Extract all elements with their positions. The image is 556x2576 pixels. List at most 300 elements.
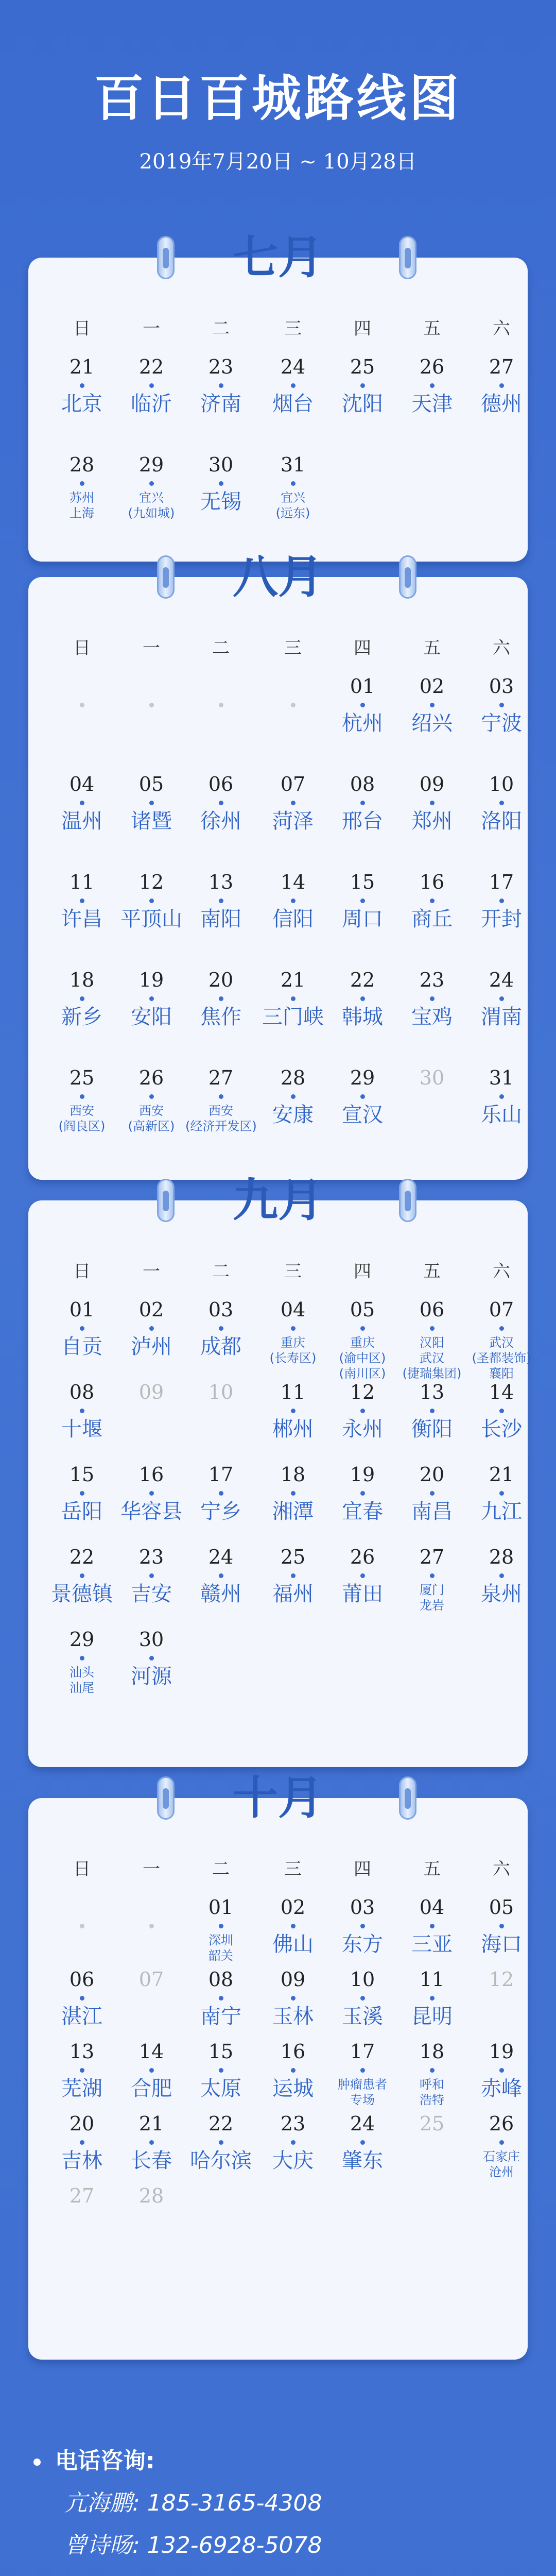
weekday-label: 一 bbox=[143, 1859, 160, 1879]
city-name: 菏泽 bbox=[272, 809, 314, 833]
dot-icon bbox=[149, 899, 154, 903]
calendar-day bbox=[396, 355, 467, 416]
city-name: 合肥 bbox=[131, 2077, 172, 2100]
day-number: 16 bbox=[280, 2040, 306, 2063]
day-number: 18 bbox=[280, 1463, 306, 1486]
calendar-day bbox=[257, 871, 328, 931]
city-name: 诸暨 bbox=[131, 809, 172, 833]
day-number: 20 bbox=[208, 969, 234, 991]
dot-icon bbox=[291, 703, 296, 707]
phone-1: 亢海鹏: 185-3165-4308 bbox=[64, 2490, 322, 2516]
dot-icon bbox=[360, 383, 365, 388]
calendar-day bbox=[116, 1896, 187, 1933]
day-number: 16 bbox=[419, 871, 445, 893]
day-number: 28 bbox=[138, 2184, 164, 2207]
calendar-day bbox=[396, 1066, 467, 1089]
weekday-label: 二 bbox=[212, 638, 230, 658]
calendar-day bbox=[185, 1463, 256, 1523]
dot-icon bbox=[430, 2068, 435, 2073]
dot-icon bbox=[499, 996, 504, 1001]
city-name: 汉阳 武汉 (捷瑞集团) bbox=[402, 1335, 462, 1381]
city-name: 昆明 bbox=[411, 2005, 453, 2028]
day-number: 15 bbox=[69, 1463, 95, 1486]
day-number: 04 bbox=[69, 773, 95, 795]
day-number: 07 bbox=[138, 1968, 164, 1991]
dot-icon bbox=[360, 1491, 365, 1496]
calendar-day bbox=[396, 675, 467, 735]
day-number: 25 bbox=[69, 1066, 95, 1089]
calendar-day bbox=[46, 773, 117, 833]
city-name: 佛山 bbox=[272, 1933, 314, 1956]
city-name: 信阳 bbox=[272, 907, 314, 931]
city-name: 石家庄 沧州 bbox=[483, 2149, 520, 2179]
city-name: 太原 bbox=[200, 2077, 241, 2100]
calendar-day bbox=[396, 871, 467, 931]
dot-icon bbox=[499, 383, 504, 388]
date-range: 2019年7月20日 ~ 10月28日 bbox=[139, 150, 417, 174]
calendar-day bbox=[185, 1968, 256, 2028]
day-number: 17 bbox=[208, 1463, 234, 1486]
city-name: 洛阳 bbox=[481, 809, 522, 833]
calendar-day bbox=[116, 1628, 187, 1688]
dot-icon bbox=[499, 801, 504, 805]
dot-icon bbox=[219, 1326, 223, 1331]
dot-icon bbox=[499, 2140, 504, 2145]
calendar-day bbox=[396, 2112, 467, 2135]
city-name: 哈尔滨 bbox=[190, 2149, 252, 2173]
day-number: 04 bbox=[280, 1298, 306, 1321]
city-name: 运城 bbox=[272, 2077, 314, 2100]
day-number: 22 bbox=[208, 2112, 234, 2135]
calendar-day bbox=[116, 1546, 187, 1606]
day-number: 23 bbox=[419, 969, 445, 991]
city-name: 邢台 bbox=[342, 809, 383, 833]
city-name: 湘潭 bbox=[272, 1500, 314, 1523]
weekday-label: 一 bbox=[143, 1261, 160, 1282]
day-number: 26 bbox=[489, 2112, 514, 2135]
calendar-day bbox=[46, 2040, 117, 2100]
day-number: 25 bbox=[419, 2112, 445, 2135]
month-card bbox=[28, 1771, 528, 2360]
day-number: 23 bbox=[280, 2112, 306, 2135]
day-number: 17 bbox=[350, 2040, 375, 2063]
dot-icon bbox=[291, 801, 296, 805]
dot-icon bbox=[360, 1573, 365, 1578]
calendar-day bbox=[396, 2040, 467, 2108]
dot-icon bbox=[80, 1094, 84, 1099]
city-name: 许昌 bbox=[61, 907, 102, 931]
day-number: 01 bbox=[350, 675, 375, 698]
calendar-day bbox=[466, 2040, 537, 2100]
calendar-day bbox=[327, 871, 398, 931]
dot-icon bbox=[149, 481, 154, 486]
calendar-day bbox=[116, 2184, 187, 2207]
city-name: 湛江 bbox=[61, 2005, 102, 2028]
dot-icon bbox=[80, 1996, 84, 2001]
weekday-label: 三 bbox=[284, 638, 302, 658]
calendar-day bbox=[46, 453, 117, 521]
city-name: 肇东 bbox=[342, 2149, 383, 2173]
calendar-day bbox=[116, 1968, 187, 1991]
weekday-label: 四 bbox=[354, 638, 371, 658]
day-number: 18 bbox=[419, 2040, 445, 2063]
day-number: 26 bbox=[419, 355, 445, 378]
calendar-day bbox=[396, 1968, 467, 2028]
city-name: 宜春 bbox=[342, 1500, 383, 1523]
dot-icon bbox=[80, 801, 84, 805]
calendar-day bbox=[257, 1896, 328, 1956]
contact-section bbox=[33, 2442, 371, 2576]
day-number: 20 bbox=[69, 2112, 95, 2135]
calendar-day bbox=[396, 773, 467, 833]
calendar-day bbox=[185, 675, 256, 711]
month-title: 九月 bbox=[232, 1173, 323, 1227]
dot-icon bbox=[430, 1326, 435, 1331]
calendar-day bbox=[257, 1298, 328, 1366]
calendar-day bbox=[257, 1546, 328, 1606]
day-number: 19 bbox=[138, 969, 164, 991]
city-name: 三亚 bbox=[411, 1933, 453, 1956]
dot-icon bbox=[360, 899, 365, 903]
day-number: 10 bbox=[208, 1381, 234, 1403]
day-number: 24 bbox=[208, 1546, 234, 1568]
dot-icon bbox=[430, 1924, 435, 1928]
calendar-day bbox=[257, 969, 328, 1029]
dot-icon bbox=[291, 481, 296, 486]
calendar-day bbox=[46, 1628, 117, 1696]
calendar-day bbox=[327, 1381, 398, 1441]
day-number: 22 bbox=[138, 355, 164, 378]
dot-icon bbox=[80, 2068, 84, 2073]
calendar-day bbox=[466, 355, 537, 416]
calendar-day bbox=[116, 675, 187, 711]
city-name: 赣州 bbox=[200, 1582, 241, 1606]
calendar-day bbox=[327, 355, 398, 416]
month-card bbox=[28, 1173, 531, 1767]
city-name: 呼和 浩特 bbox=[420, 2077, 444, 2107]
city-name: 西安 (经济开发区) bbox=[185, 1104, 257, 1133]
dot-icon bbox=[149, 1924, 154, 1928]
dot-icon bbox=[291, 899, 296, 903]
day-number: 12 bbox=[138, 871, 164, 893]
day-number: 16 bbox=[138, 1463, 164, 1486]
city-name: 十堰 bbox=[61, 1417, 102, 1441]
calendar-day bbox=[185, 1381, 256, 1403]
calendar-day bbox=[46, 871, 117, 931]
city-name: 泉州 bbox=[481, 1582, 522, 1606]
calendar-day bbox=[46, 1546, 117, 1606]
day-number bbox=[46, 1896, 117, 1919]
dot-icon bbox=[80, 481, 84, 486]
dot-icon bbox=[80, 1573, 84, 1578]
calendar-day bbox=[46, 1066, 117, 1134]
dot-icon bbox=[499, 703, 504, 707]
city-name: 南阳 bbox=[200, 907, 241, 931]
day-number: 10 bbox=[489, 773, 514, 795]
dot-icon bbox=[499, 2068, 504, 2073]
day-number: 25 bbox=[280, 1546, 306, 1568]
dot-icon bbox=[149, 1491, 154, 1496]
dot-icon bbox=[430, 899, 435, 903]
day-number: 06 bbox=[419, 1298, 445, 1321]
day-number: 13 bbox=[208, 871, 234, 893]
dot-icon bbox=[291, 1094, 296, 1099]
dot-icon bbox=[360, 801, 365, 805]
calendar-day bbox=[185, 2040, 256, 2100]
city-name: 大庆 bbox=[272, 2149, 314, 2173]
city-name: 徐州 bbox=[200, 809, 241, 833]
day-number: 21 bbox=[489, 1463, 514, 1486]
calendar-day bbox=[466, 1546, 537, 1606]
calendar-day bbox=[396, 1463, 467, 1523]
dot-icon bbox=[430, 996, 435, 1001]
day-number: 27 bbox=[69, 2184, 95, 2207]
calendar-day bbox=[327, 2040, 398, 2108]
city-name: 商丘 bbox=[411, 907, 453, 931]
calendar-day bbox=[46, 2184, 117, 2207]
calendar-day bbox=[46, 2112, 117, 2173]
city-name: 北京 bbox=[61, 392, 102, 416]
city-name: 宜兴 (远东) bbox=[275, 490, 310, 520]
day-number: 28 bbox=[280, 1066, 306, 1089]
city-name: 宁乡 bbox=[200, 1500, 241, 1523]
day-number: 11 bbox=[280, 1381, 306, 1403]
day-number: 03 bbox=[489, 675, 514, 698]
dot-icon bbox=[149, 703, 154, 707]
calendar-day bbox=[257, 1066, 328, 1127]
day-number: 08 bbox=[350, 773, 375, 795]
calendar-day bbox=[46, 355, 117, 416]
dot-icon bbox=[291, 1409, 296, 1413]
day-number: 27 bbox=[489, 355, 514, 378]
dot-icon bbox=[291, 383, 296, 388]
dot-icon bbox=[499, 1409, 504, 1413]
dot-icon bbox=[219, 1491, 223, 1496]
day-number: 06 bbox=[208, 773, 234, 795]
weekday-label: 日 bbox=[73, 1859, 91, 1879]
calendar-day bbox=[116, 871, 187, 931]
calendar-day bbox=[257, 773, 328, 833]
dot-icon bbox=[430, 801, 435, 805]
day-number: 29 bbox=[69, 1628, 95, 1651]
calendar-day bbox=[257, 355, 328, 416]
weekday-label: 四 bbox=[354, 1859, 371, 1879]
city-name: 莆田 bbox=[342, 1582, 383, 1606]
day-number: 13 bbox=[69, 2040, 95, 2063]
calendar-day bbox=[466, 1968, 537, 1991]
calendar-day bbox=[327, 1546, 398, 1606]
city-name: 肿瘤患者 专场 bbox=[338, 2077, 387, 2107]
calendar-day bbox=[46, 1298, 117, 1359]
city-name: 开封 bbox=[481, 907, 522, 931]
dot-icon bbox=[430, 1409, 435, 1413]
city-name: 杭州 bbox=[342, 711, 383, 735]
city-name: 海口 bbox=[481, 1933, 522, 1956]
dot-icon bbox=[219, 801, 223, 805]
day-number: 24 bbox=[489, 969, 514, 991]
calendar-day bbox=[396, 1381, 467, 1441]
city-name: 武汉 (圣都装饰) 襄阳 bbox=[472, 1335, 531, 1381]
calendar-day bbox=[257, 675, 328, 711]
day-number: 17 bbox=[489, 871, 514, 893]
dot-icon bbox=[80, 996, 84, 1001]
day-number: 29 bbox=[138, 453, 164, 476]
city-name: 安阳 bbox=[131, 1005, 172, 1029]
calendar-day bbox=[396, 969, 467, 1029]
calendar-day bbox=[257, 2040, 328, 2100]
day-number: 14 bbox=[138, 2040, 164, 2063]
day-number: 02 bbox=[280, 1896, 306, 1919]
bullet-icon bbox=[33, 2459, 41, 2466]
day-number: 24 bbox=[350, 2112, 375, 2135]
dot-icon bbox=[291, 1573, 296, 1578]
calendar-day bbox=[185, 1546, 256, 1606]
calendar-day bbox=[116, 2040, 187, 2100]
weekday-label: 六 bbox=[493, 1261, 510, 1282]
weekday-label: 二 bbox=[212, 318, 230, 339]
dot-icon bbox=[149, 801, 154, 805]
day-number: 28 bbox=[69, 453, 95, 476]
day-number: 03 bbox=[208, 1298, 234, 1321]
weekday-label: 五 bbox=[423, 638, 441, 658]
phone-2: 曾诗旸: 132-6928-5078 bbox=[64, 2532, 322, 2558]
dot-icon bbox=[360, 996, 365, 1001]
city-name: 宣汉 bbox=[342, 1103, 383, 1127]
weekday-label: 五 bbox=[423, 1261, 441, 1282]
calendar-day bbox=[116, 1381, 187, 1403]
dot-icon bbox=[80, 1491, 84, 1496]
day-number: 05 bbox=[350, 1298, 375, 1321]
city-name: 福州 bbox=[272, 1582, 314, 1606]
calendar-day bbox=[396, 1546, 467, 1613]
calendar-day bbox=[327, 1066, 398, 1127]
calendar-day bbox=[466, 773, 537, 833]
dot-icon bbox=[80, 1326, 84, 1331]
city-name: 深圳 韶关 bbox=[208, 1933, 233, 1963]
day-number: 10 bbox=[350, 1968, 375, 1991]
dot-icon bbox=[360, 703, 365, 707]
weekday-label: 五 bbox=[423, 318, 441, 339]
city-name: 德州 bbox=[481, 392, 522, 416]
calendar-day bbox=[257, 1463, 328, 1523]
calendar-day bbox=[46, 1968, 117, 2028]
dot-icon bbox=[499, 1326, 504, 1331]
dot-icon bbox=[219, 481, 223, 486]
day-number: 21 bbox=[280, 969, 306, 991]
calendar-day bbox=[257, 453, 328, 521]
calendar-day bbox=[466, 675, 537, 735]
weekday-label: 四 bbox=[354, 318, 371, 339]
day-number: 05 bbox=[489, 1896, 514, 1919]
city-name: 平顶山 bbox=[120, 907, 182, 931]
dot-icon bbox=[80, 1409, 84, 1413]
calendar-day bbox=[327, 1896, 398, 1956]
city-name: 宝鸡 bbox=[411, 1005, 453, 1029]
city-name: 泸州 bbox=[131, 1335, 172, 1359]
dot-icon bbox=[219, 1924, 223, 1928]
day-number: 20 bbox=[419, 1463, 445, 1486]
calendar-day bbox=[327, 675, 398, 735]
city-name: 吉林 bbox=[61, 2149, 102, 2173]
city-name: 南宁 bbox=[200, 2005, 241, 2028]
calendar-day bbox=[327, 1968, 398, 2028]
calendar-day bbox=[116, 1066, 187, 1134]
weekday-label: 六 bbox=[493, 318, 510, 339]
calendar-day bbox=[466, 1298, 537, 1381]
city-name: 沈阳 bbox=[342, 392, 383, 416]
dot-icon bbox=[499, 1094, 504, 1099]
day-number: 03 bbox=[350, 1896, 375, 1919]
city-name: 西安 (阎良区) bbox=[58, 1104, 106, 1133]
calendar-day bbox=[257, 1381, 328, 1441]
city-name: 景德镇 bbox=[51, 1582, 113, 1606]
calendar-day bbox=[116, 969, 187, 1029]
calendar-day bbox=[116, 2112, 187, 2173]
dot-icon bbox=[430, 1996, 435, 2001]
day-number: 07 bbox=[280, 773, 306, 795]
weekday-label: 二 bbox=[212, 1859, 230, 1879]
city-name: 玉林 bbox=[272, 2005, 314, 2028]
calendar-day bbox=[116, 773, 187, 833]
city-name: 吉安 bbox=[131, 1582, 172, 1606]
city-name: 成都 bbox=[200, 1335, 241, 1359]
day-number: 09 bbox=[138, 1381, 164, 1403]
weekday-label: 四 bbox=[354, 1261, 371, 1282]
weekday-label: 日 bbox=[73, 638, 91, 658]
calendar-day bbox=[466, 1381, 537, 1441]
dot-icon bbox=[360, 1094, 365, 1099]
city-name: 玉溪 bbox=[342, 2005, 383, 2028]
calendar-day bbox=[185, 1066, 256, 1134]
day-number: 21 bbox=[69, 355, 95, 378]
city-name: 重庆 (渝中区) (南川区) bbox=[339, 1335, 386, 1381]
calendar-day bbox=[327, 773, 398, 833]
city-name: 焦作 bbox=[200, 1005, 241, 1029]
dot-icon bbox=[219, 703, 223, 707]
city-name: 九江 bbox=[481, 1500, 522, 1523]
month-title: 七月 bbox=[232, 230, 323, 284]
weekday-label: 日 bbox=[73, 1261, 91, 1282]
dot-icon bbox=[149, 1094, 154, 1099]
day-number: 08 bbox=[69, 1381, 95, 1403]
dot-icon bbox=[291, 1491, 296, 1496]
weekday-label: 一 bbox=[143, 318, 160, 339]
city-name: 重庆 (长寿区) bbox=[269, 1335, 317, 1365]
day-number: 02 bbox=[419, 675, 445, 698]
calendar-day bbox=[257, 1968, 328, 2028]
dot-icon bbox=[360, 2068, 365, 2073]
calendar-day bbox=[257, 2112, 328, 2173]
day-number bbox=[257, 675, 328, 698]
dot-icon bbox=[360, 1409, 365, 1413]
dot-icon bbox=[430, 703, 435, 707]
day-number: 21 bbox=[138, 2112, 164, 2135]
city-name: 济南 bbox=[200, 392, 241, 416]
city-name: 厦门 龙岩 bbox=[420, 1583, 444, 1613]
calendar-day bbox=[116, 453, 187, 521]
city-name: 东方 bbox=[342, 1933, 383, 1956]
calendar-day bbox=[327, 1463, 398, 1523]
day-number: 19 bbox=[350, 1463, 375, 1486]
dot-icon bbox=[499, 1491, 504, 1496]
day-number: 06 bbox=[69, 1968, 95, 1991]
calendar-day bbox=[185, 871, 256, 931]
day-number: 12 bbox=[350, 1381, 375, 1403]
dot-icon bbox=[80, 1924, 84, 1928]
dot-icon bbox=[149, 2140, 154, 2145]
dot-icon bbox=[360, 1996, 365, 2001]
dot-icon bbox=[499, 1573, 504, 1578]
